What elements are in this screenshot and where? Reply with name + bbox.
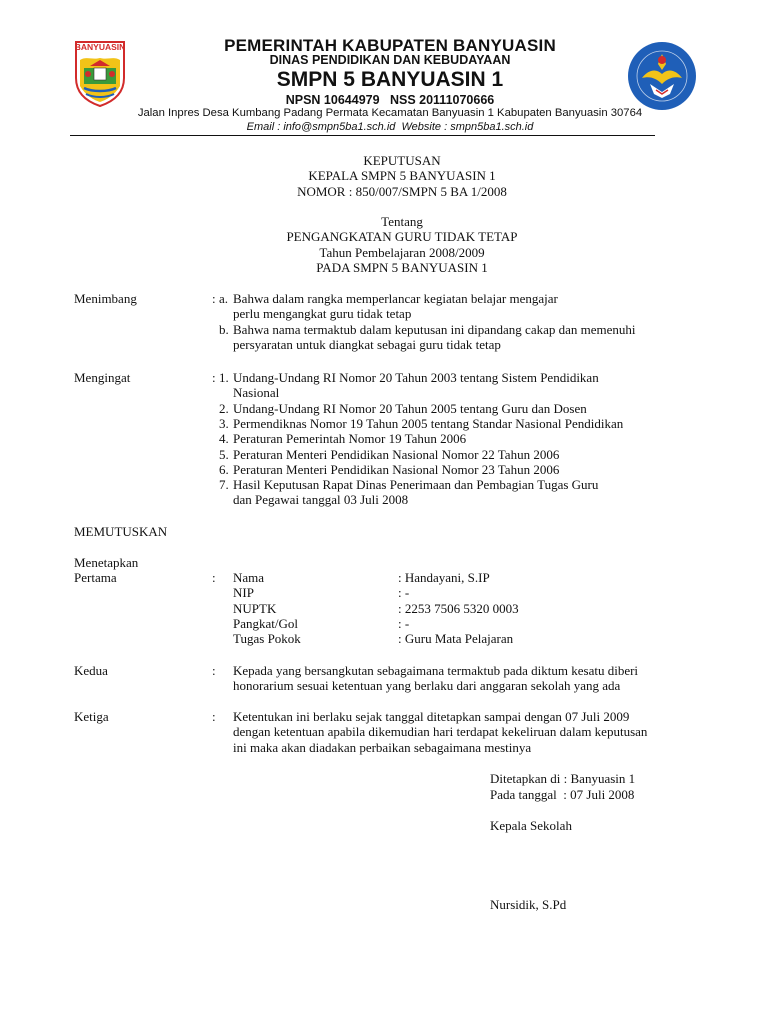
menimbang-b-line2: persyaratan untuk diangkat sebagai guru tidak tetap — [233, 336, 501, 352]
ketiga-colon: : — [212, 709, 216, 724]
mengingat-7-line2: dan Pegawai tanggal 03 Juli 2008 — [233, 492, 409, 508]
mengingat-marker-7: 7. — [219, 477, 229, 493]
mengingat-4-line1: Peraturan Pemerintah Nomor 19 Tahun 2006 — [233, 431, 467, 447]
menetapkan-label: Menetapkan — [74, 555, 139, 570]
signature-name: Nursidik, S.Pd — [490, 897, 567, 912]
kedua-colon: : — [212, 663, 216, 678]
signature-date: Pada tanggal : 07 Juli 2008 — [490, 787, 635, 802]
field-tugas-label: Tugas Pokok — [233, 631, 301, 647]
memutuskan-heading: MEMUTUSKAN — [74, 524, 168, 539]
decree-year: Tahun Pembelajaran 2008/2009 — [319, 244, 485, 260]
field-name-value: : Handayani, S.IP — [398, 570, 490, 585]
menimbang-a-line2: perlu mengangkat guru tidak tetap — [233, 306, 412, 322]
decree-type: KEPUTUSAN — [363, 153, 441, 168]
mengingat-marker-2: 2. — [219, 400, 229, 416]
field-pangkat-value: : - — [398, 615, 410, 631]
mengingat-5-line1: Peraturan Menteri Pendidikan Nasional Nomor 22 Tahun 2006 — [233, 446, 560, 462]
ketiga-line1: Ketentukan ini berlaku sejak tanggal ditetapkan sampai dengan 07 Juli 2009 — [233, 709, 630, 724]
field-nuptk-value: : 2253 7506 5320 0003 — [398, 600, 519, 616]
pertama-label: Pertama — [74, 570, 117, 585]
mengingat-7-line1: Hasil Keputusan Rapat Dinas Penerimaan dan Pembagian Tugas Guru — [233, 477, 599, 493]
mengingat-colon: : — [212, 370, 216, 385]
decree-number: NOMOR : 850/007/SMPN 5 BA 1/2008 — [297, 183, 507, 199]
mengingat-marker-3: 3. — [219, 415, 229, 431]
letterhead-department: DINAS PENDIDIKAN DAN KEBUDAYAAN — [269, 53, 511, 67]
mengingat-marker-5: 5. — [219, 446, 229, 462]
menimbang-b-line1: Bahwa nama termaktub dalam keputusan ini dipandang cakap dan memenuhi — [233, 321, 636, 337]
mengingat-3-line1: Permendiknas Nomor 19 Tahun 2005 tentang Standar Nasional Pendidikan — [233, 415, 624, 431]
decree-subject-block — [180, 214, 624, 275]
signature-place: Ditetapkan di : Banyuasin 1 — [490, 771, 636, 786]
mengingat-marker-6: 6. — [219, 461, 229, 477]
letterhead-contact: Email : info@smpn5ba1.sch.id Website : smpn5ba1.sch.id — [246, 121, 534, 133]
banyuasin-regency-crest-icon — [72, 38, 128, 108]
letterhead-school-name: SMPN 5 BANYUASIN 1 — [276, 68, 504, 91]
field-tugas-value: : Guru Mata Pelajaran — [398, 631, 514, 647]
mengingat-6-line1: Peraturan Menteri Pendidikan Nasional Nomor 23 Tahun 2006 — [233, 461, 560, 477]
mengingat-1-line2: Nasional — [233, 385, 280, 401]
ketiga-label: Ketiga — [74, 709, 109, 724]
kedua-label: Kedua — [74, 663, 108, 678]
mengingat-1-line1: Undang-Undang RI Nomor 20 Tahun 2003 tentang Sistem Pendidikan — [233, 370, 599, 385]
field-nuptk-label: NUPTK — [233, 600, 277, 616]
letterhead-government: PEMERINTAH KABUPATEN BANYUASIN — [224, 36, 556, 55]
field-name-label: Nama — [233, 570, 265, 585]
menimbang-label: Menimbang — [74, 291, 137, 306]
menimbang-a-line1: Bahwa dalam rangka memperlancar kegiatan belajar mengajar — [233, 291, 558, 306]
field-nip-label: NIP — [233, 585, 254, 601]
signature-position: Kepala Sekolah — [490, 818, 572, 833]
decree-about: Tentang — [381, 214, 423, 229]
menimbang-marker-a: a. — [219, 291, 229, 306]
kedua-line1: Kepada yang bersangkutan sebagaimana termaktub pada diktum kesatu diberi — [233, 663, 639, 678]
letterhead-ids: NPSN 10644979 NSS 20111070666 — [285, 93, 495, 107]
decree-heading — [180, 153, 624, 199]
ketiga-line3: ini maka akan diadakan perbaikan sebagaimana mestinya — [233, 739, 532, 755]
menimbang-colon: : — [212, 291, 216, 306]
letterhead-divider — [70, 135, 655, 136]
field-nip-value: : - — [398, 585, 410, 601]
mengingat-label: Mengingat — [74, 370, 131, 385]
ketiga-line2: dengan ketentuan apabila dikemudian hari terdapat kekeliruan dalam keputusan — [233, 724, 648, 740]
kedua-line2: honorarium sesuai ketentuan yang berlaku dari anggaran sekolah yang ada — [233, 678, 621, 694]
menimbang-marker-b: b. — [219, 321, 229, 337]
mengingat-marker-1: 1. — [219, 370, 229, 385]
left-logo-label: BANYUASIN — [74, 42, 126, 52]
pertama-colon: : — [212, 570, 216, 585]
decree-issuer: KEPALA SMPN 5 BANYUASIN 1 — [308, 168, 496, 184]
mengingat-marker-4: 4. — [219, 431, 229, 447]
field-pangkat-label: Pangkat/Gol — [233, 615, 298, 631]
decree-subject: PENGANGKATAN GURU TIDAK TETAP — [286, 229, 518, 245]
decree-place: PADA SMPN 5 BANYUASIN 1 — [316, 259, 488, 275]
mengingat-2-line1: Undang-Undang RI Nomor 20 Tahun 2005 tentang Guru dan Dosen — [233, 400, 587, 416]
letterhead-address: Jalan Inpres Desa Kumbang Padang Permata Kecamatan Banyuasin 1 Kabupaten Banyuasin 30764 — [137, 107, 643, 119]
